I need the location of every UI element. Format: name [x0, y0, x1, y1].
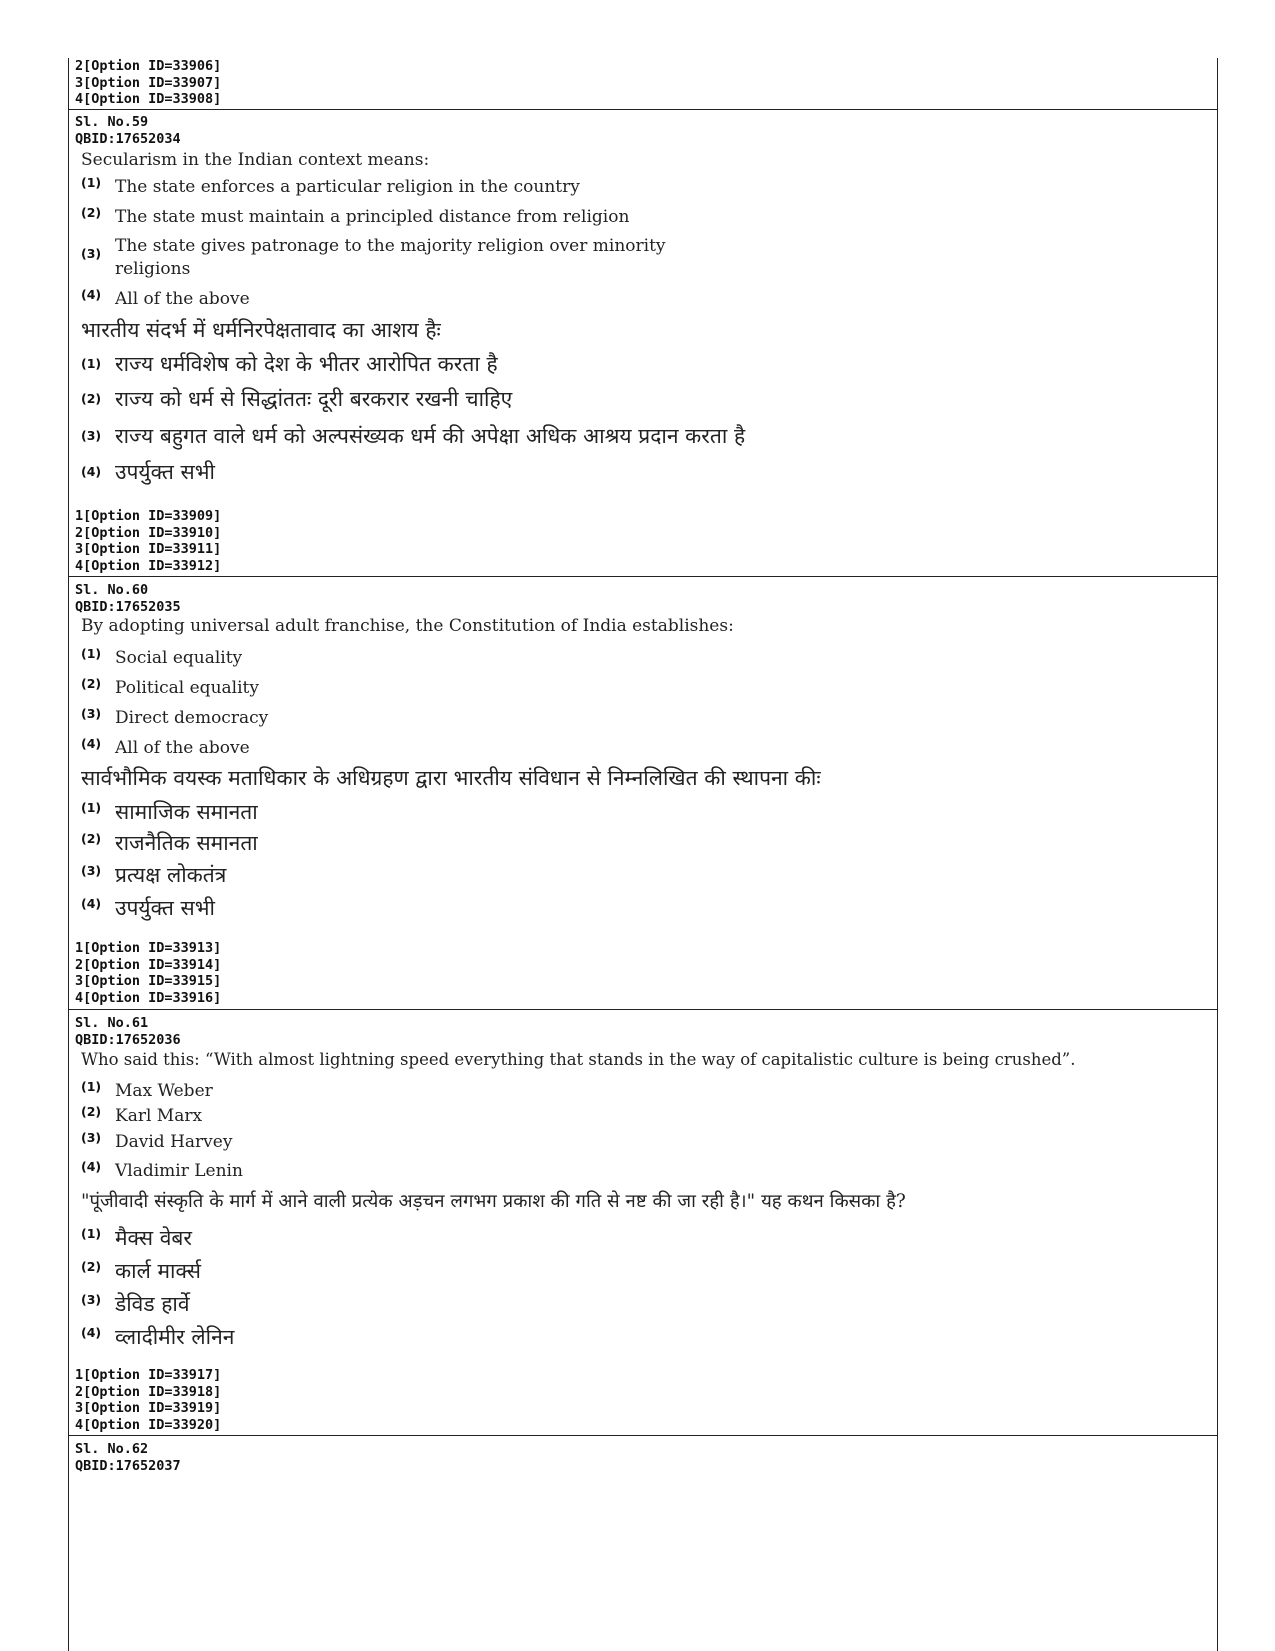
option-number: (3) — [81, 1130, 102, 1145]
option-id: 2[Option ID=33918] — [75, 1383, 222, 1400]
option-text: The state must maintain a principled distance from religion — [115, 207, 630, 227]
option-text: Max Weber — [115, 1081, 213, 1101]
option-number: (4) — [81, 896, 102, 911]
q61-option-hi-3 — [81, 1290, 190, 1318]
option-text: Direct democracy — [115, 708, 269, 728]
option-number: (4) — [81, 464, 102, 479]
option-number: (1) — [81, 646, 102, 661]
option-text-line-2: religions — [115, 259, 191, 279]
q61-question-en: Who said this: “With almost lightning speed everything that stands in the way of capitalistic culture is being crushed”. — [81, 1050, 1076, 1069]
q61-option-en-3 — [81, 1130, 232, 1154]
option-number: (1) — [81, 175, 102, 190]
q60-question-hi: सार्वभौमिक वयस्क मताधिकार के अधिग्रहण द्वारा भारतीय संविधान से निम्नलिखित की स्थापना कीः — [81, 766, 821, 790]
option-id: 3[Option ID=33907] — [75, 74, 222, 91]
option-id: 2[Option ID=33910] — [75, 524, 222, 541]
q60-option-en-4 — [81, 736, 250, 760]
option-text: राजनैतिक समानता — [115, 831, 258, 855]
q61-option-hi-4 — [81, 1323, 234, 1351]
option-number: (4) — [81, 1159, 102, 1174]
q61-option-en-4 — [81, 1159, 243, 1183]
qbid: QBID:17652036 — [75, 1031, 181, 1048]
option-number: (2) — [81, 1104, 102, 1119]
option-number: (3) — [81, 706, 102, 721]
q59-option-en-1 — [81, 175, 580, 199]
option-text: राज्य धर्मविशेष को देश के भीतर आरोपित करता है — [115, 352, 498, 376]
top-option-ids — [75, 58, 221, 108]
q59-option-en-2 — [81, 205, 629, 229]
option-id: 4[Option ID=33908] — [75, 91, 222, 107]
q62-header — [75, 1441, 181, 1474]
question-paper-frame — [68, 58, 1218, 1651]
option-number: (1) — [81, 1079, 102, 1094]
divider — [69, 576, 1217, 577]
option-number: (2) — [81, 676, 102, 691]
qbid: QBID:17652037 — [75, 1457, 181, 1474]
q61-option-ids — [75, 1367, 221, 1433]
option-number: (4) — [81, 1325, 102, 1340]
option-number: (4) — [81, 287, 102, 302]
option-id: 4[Option ID=33916] — [75, 989, 222, 1006]
option-text: राज्य बहुगत वाले धर्म को अल्पसंख्यक धर्म की अपेक्षा अधिक आश्रय प्रदान करता है — [115, 424, 746, 448]
option-id: 1[Option ID=33909] — [75, 508, 222, 524]
option-number: (4) — [81, 736, 102, 751]
divider — [69, 109, 1217, 110]
option-text: All of the above — [115, 289, 250, 309]
option-text: प्रत्यक्ष लोकतंत्र — [115, 863, 227, 887]
divider — [69, 1009, 1217, 1010]
serial-number: Sl. No.61 — [75, 1015, 149, 1031]
option-number: (1) — [81, 1226, 102, 1241]
option-text-line-1: The state gives patronage to the majority religion over minority — [115, 236, 666, 256]
q61-option-hi-2 — [81, 1257, 201, 1285]
q60-option-hi-3 — [81, 861, 226, 889]
q59-option-en-4 — [81, 287, 250, 311]
option-text: Vladimir Lenin — [115, 1161, 243, 1181]
qbid: QBID:17652034 — [75, 130, 181, 147]
option-text: डेविड हार्वे — [115, 1292, 190, 1316]
q59-header — [75, 114, 181, 147]
q59-option-hi-3 — [81, 422, 745, 450]
q59-option-hi-4 — [81, 458, 215, 486]
option-id: 1[Option ID=33913] — [75, 940, 222, 956]
q60-header — [75, 582, 181, 615]
option-number: (3) — [81, 863, 102, 878]
option-id: 3[Option ID=33911] — [75, 541, 222, 557]
option-text: Political equality — [115, 678, 259, 698]
option-number: (1) — [81, 800, 102, 815]
q59-option-ids — [75, 508, 221, 574]
serial-number: Sl. No.59 — [75, 114, 149, 130]
option-text: David Harvey — [115, 1132, 233, 1152]
serial-number: Sl. No.60 — [75, 582, 149, 598]
option-text: राज्य को धर्म से सिद्धांततः दूरी बरकरार रखनी चाहिए — [115, 387, 513, 411]
option-number: (2) — [81, 205, 102, 220]
option-number: (3) — [81, 428, 102, 443]
option-number: (2) — [81, 391, 102, 406]
option-number: (2) — [81, 831, 102, 846]
option-text: उपर्युक्त सभी — [115, 896, 215, 920]
q61-option-en-2 — [81, 1104, 202, 1128]
q60-option-en-1 — [81, 646, 242, 670]
option-id: 2[Option ID=33914] — [75, 956, 222, 973]
q60-option-en-2 — [81, 676, 259, 700]
option-number: (3) — [81, 1292, 102, 1307]
q61-option-en-1 — [81, 1079, 213, 1103]
option-id: 3[Option ID=33915] — [75, 973, 222, 989]
option-id: 4[Option ID=33920] — [75, 1416, 222, 1433]
q60-option-hi-1 — [81, 798, 258, 826]
q59-question-en: Secularism in the Indian context means: — [81, 150, 430, 170]
option-text: मैक्स वेबर — [115, 1226, 193, 1250]
q59-option-hi-2 — [81, 385, 512, 413]
option-id: 1[Option ID=33917] — [75, 1367, 222, 1383]
q60-option-hi-2 — [81, 829, 258, 857]
option-id: 2[Option ID=33906] — [75, 58, 222, 74]
divider — [69, 1435, 1217, 1436]
option-number: (3) — [81, 246, 102, 261]
q61-option-hi-1 — [81, 1224, 192, 1252]
option-text — [115, 234, 666, 281]
q60-option-en-3 — [81, 706, 268, 730]
q60-question-en: By adopting universal adult franchise, the Constitution of India establishes: — [81, 616, 734, 636]
option-id: 4[Option ID=33912] — [75, 557, 222, 574]
option-text: Social equality — [115, 648, 243, 668]
option-text: Karl Marx — [115, 1106, 203, 1126]
q59-option-en-3 — [81, 234, 666, 281]
q59-question-hi: भारतीय संदर्भ में धर्मनिरपेक्षतावाद का आशय हैः — [81, 318, 441, 342]
option-text: सामाजिक समानता — [115, 800, 258, 824]
option-text: The state enforces a particular religion in the country — [115, 177, 580, 197]
option-number: (1) — [81, 356, 102, 371]
option-number: (2) — [81, 1259, 102, 1274]
option-text: All of the above — [115, 738, 250, 758]
option-id: 3[Option ID=33919] — [75, 1400, 222, 1416]
q59-option-hi-1 — [81, 350, 498, 378]
q61-question-hi: "पूंजीवादी संस्कृति के मार्ग में आने वाली प्रत्येक अड़चन लगभग प्रकाश की गति से नष्ट की जा रही है।" यह कथन किसका है? — [81, 1191, 906, 1212]
q61-header — [75, 1015, 181, 1048]
qbid: QBID:17652035 — [75, 598, 181, 615]
serial-number: Sl. No.62 — [75, 1441, 149, 1457]
q60-option-ids — [75, 940, 221, 1006]
option-text: कार्ल मार्क्स — [115, 1259, 201, 1283]
q60-option-hi-4 — [81, 894, 215, 922]
option-text: उपर्युक्त सभी — [115, 460, 215, 484]
option-text: व्लादीमीर लेनिन — [115, 1325, 235, 1349]
